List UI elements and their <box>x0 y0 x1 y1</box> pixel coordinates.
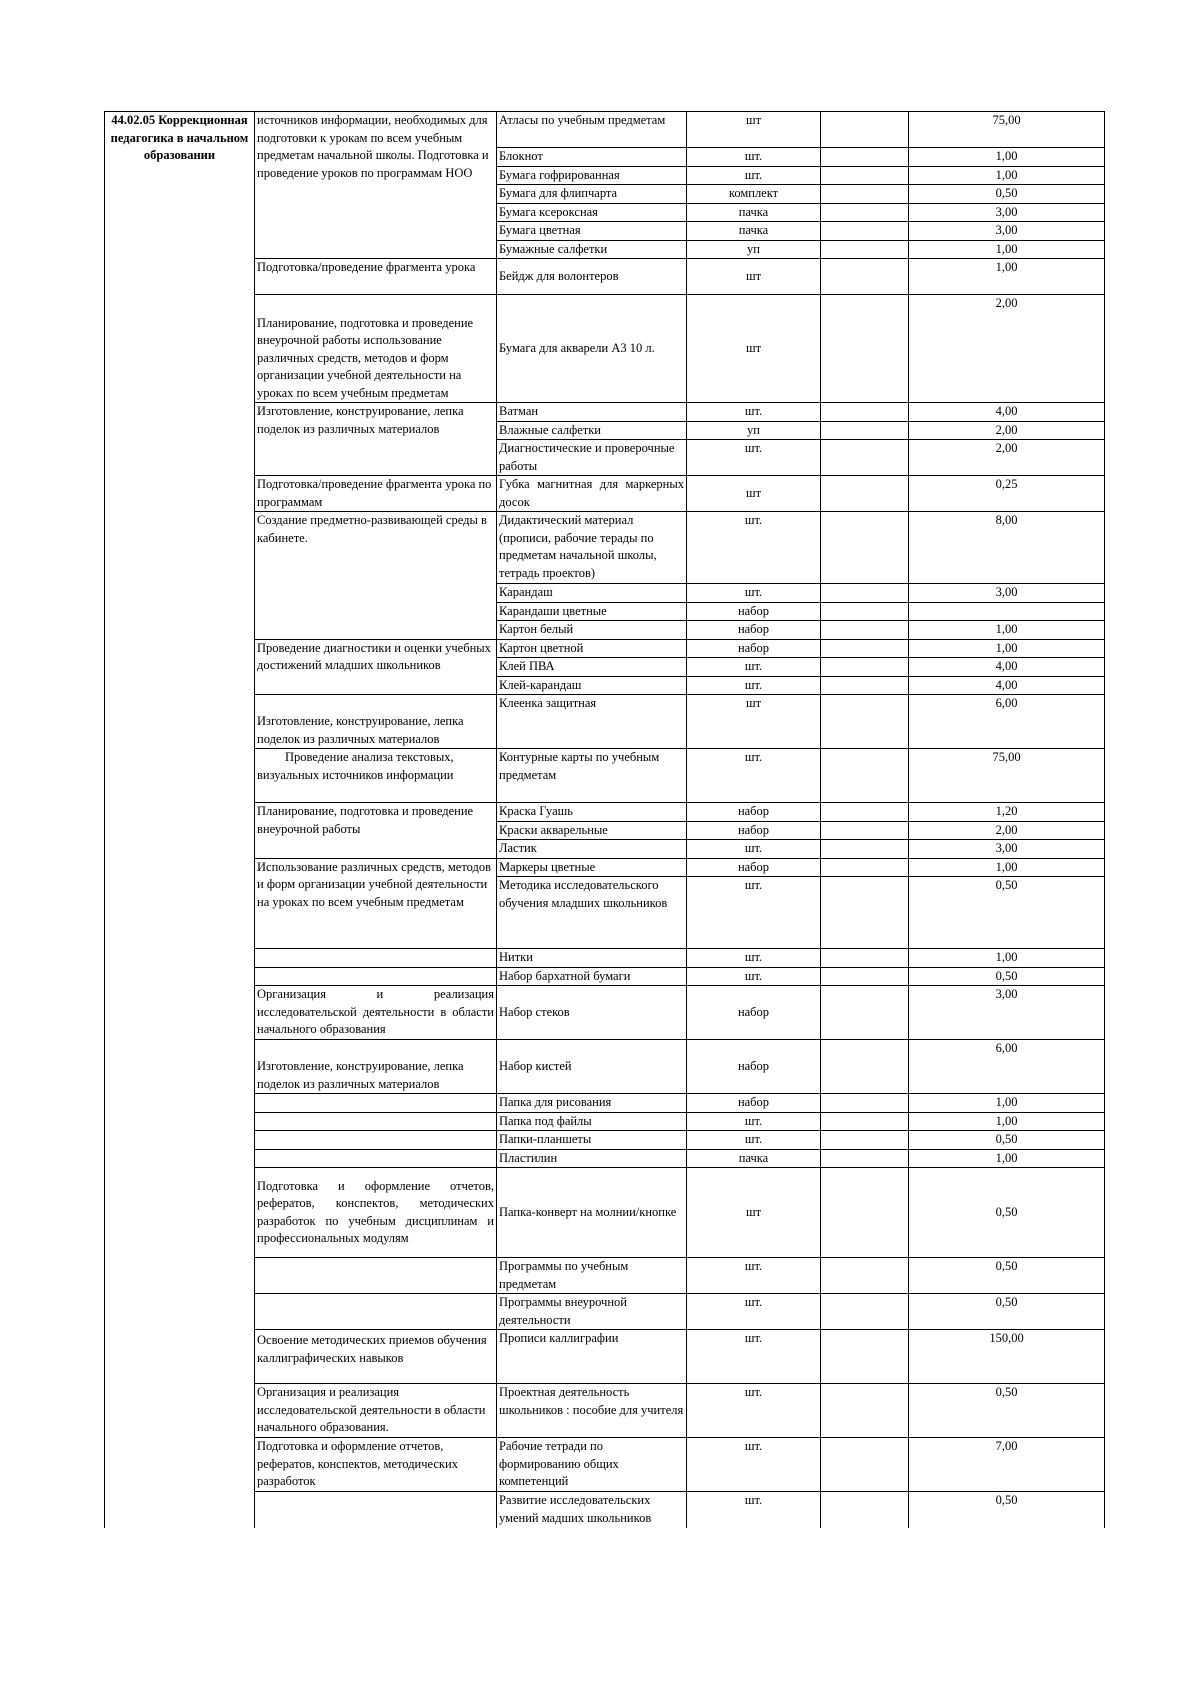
equipment-table <box>104 111 1105 1528</box>
empty-cell <box>821 584 909 603</box>
activity-cell: Изготовление, конструирование, лепка поделок из различных материалов <box>255 403 497 476</box>
empty-cell <box>821 240 909 259</box>
unit-cell: шт. <box>687 1384 821 1438</box>
quantity-cell: 0,50 <box>909 1168 1105 1258</box>
item-cell: Краска Гуашь <box>497 803 687 822</box>
unit-cell: шт. <box>687 1112 821 1131</box>
quantity-cell: 1,00 <box>909 259 1105 295</box>
empty-cell <box>821 1040 909 1094</box>
table-row <box>105 1438 1105 1492</box>
unit-cell: набор <box>687 602 821 621</box>
item-cell: Краски акварельные <box>497 821 687 840</box>
quantity-cell: 3,00 <box>909 840 1105 859</box>
item-cell: Программы по учебным предметам <box>497 1258 687 1294</box>
quantity-cell: 2,00 <box>909 295 1105 403</box>
item-cell: Бумага ксероксная <box>497 203 687 222</box>
unit-cell: шт <box>687 476 821 512</box>
empty-cell <box>821 858 909 877</box>
unit-cell: набор <box>687 621 821 640</box>
empty-cell <box>821 1149 909 1168</box>
table-row <box>105 1040 1105 1094</box>
activity-cell: Подготовка и оформление отчетов, рефератов, конспектов, методических разработок по учебным дисциплинам и профессиональных модулям <box>255 1168 497 1258</box>
unit-cell: пачка <box>687 1149 821 1168</box>
quantity-cell: 4,00 <box>909 658 1105 677</box>
unit-cell: шт <box>687 259 821 295</box>
quantity-cell: 0,50 <box>909 1294 1105 1330</box>
quantity-cell: 0,25 <box>909 476 1105 512</box>
empty-cell <box>821 185 909 204</box>
item-cell: Клей-карандаш <box>497 676 687 695</box>
activity-cell: Освоение методических приемов обучения каллиграфических навыков <box>255 1330 497 1384</box>
quantity-cell: 75,00 <box>909 112 1105 148</box>
item-cell: Ластик <box>497 840 687 859</box>
empty-cell <box>821 967 909 986</box>
empty-cell <box>821 877 909 949</box>
quantity-cell: 6,00 <box>909 1040 1105 1094</box>
table-row <box>105 986 1105 1040</box>
table-body <box>105 112 1105 1528</box>
quantity-cell: 4,00 <box>909 676 1105 695</box>
quantity-cell: 3,00 <box>909 222 1105 241</box>
quantity-cell: 0,50 <box>909 185 1105 204</box>
activity-cell: Планирование, подготовка и проведение внеурочной работы использование различных средств, методов и форм организации учебной деятельности на уроках по всем учебным предметам <box>255 295 497 403</box>
empty-cell <box>821 222 909 241</box>
quantity-cell: 2,00 <box>909 421 1105 440</box>
quantity-cell: 0,50 <box>909 1384 1105 1438</box>
table-row <box>105 1131 1105 1150</box>
item-cell: Дидактический материал (прописи, рабочие терады по предметам начальной школы, тетрадь проектов) <box>497 512 687 584</box>
empty-cell <box>821 259 909 295</box>
unit-cell: шт. <box>687 749 821 803</box>
item-cell: Папка под файлы <box>497 1112 687 1131</box>
quantity-cell: 1,00 <box>909 1094 1105 1113</box>
unit-cell: пачка <box>687 203 821 222</box>
activity-cell <box>255 1492 497 1528</box>
table-row <box>105 695 1105 749</box>
unit-cell: шт. <box>687 1258 821 1294</box>
empty-cell <box>821 1168 909 1258</box>
item-cell: Атласы по учебным предметам <box>497 112 687 148</box>
item-cell: Папка-конверт на молнии/кнопке <box>497 1168 687 1258</box>
table-row <box>105 1330 1105 1384</box>
empty-cell <box>821 803 909 822</box>
unit-cell: уп <box>687 421 821 440</box>
activity-cell: Создание предметно-развивающей среды в кабинете. <box>255 512 497 640</box>
table-row <box>105 639 1105 658</box>
specialty-cell: 44.02.05 Коррекционная педагогика в начальном образовании <box>105 112 255 1528</box>
item-cell: Бумага гофрированная <box>497 166 687 185</box>
empty-cell <box>821 166 909 185</box>
activity-cell: источников информации, необходимых для подготовки к урокам по всем учебным предметам начальной школы. Подготовка и проведение уроков по программам НОО <box>255 112 497 259</box>
activity-cell: Организация и реализация исследовательской деятельности в области начального образования. <box>255 1384 497 1438</box>
unit-cell: шт. <box>687 440 821 476</box>
item-cell: Рабочие тетради по формированию общих компетенций <box>497 1438 687 1492</box>
activity-cell: Использование различных средств, методов и форм организации учебной деятельности на уроках по всем учебным предметам <box>255 858 497 949</box>
quantity-cell: 1,00 <box>909 621 1105 640</box>
quantity-cell: 0,50 <box>909 877 1105 949</box>
empty-cell <box>821 658 909 677</box>
table-row <box>105 1094 1105 1113</box>
activity-cell <box>255 949 497 968</box>
empty-cell <box>821 295 909 403</box>
quantity-cell: 1,00 <box>909 639 1105 658</box>
item-cell: Губка магнитная для маркерных досок <box>497 476 687 512</box>
item-cell: Картон белый <box>497 621 687 640</box>
item-cell: Ватман <box>497 403 687 422</box>
activity-cell <box>255 1112 497 1131</box>
item-cell: Бейдж для волонтеров <box>497 259 687 295</box>
empty-cell <box>821 639 909 658</box>
table-row <box>105 476 1105 512</box>
empty-cell <box>821 1094 909 1113</box>
item-cell: Пластилин <box>497 1149 687 1168</box>
item-cell: Набор бархатной бумаги <box>497 967 687 986</box>
table-row <box>105 403 1105 422</box>
table-row <box>105 803 1105 822</box>
item-cell: Влажные салфетки <box>497 421 687 440</box>
unit-cell: шт <box>687 695 821 749</box>
quantity-cell: 7,00 <box>909 1438 1105 1492</box>
unit-cell: набор <box>687 1040 821 1094</box>
unit-cell: шт. <box>687 658 821 677</box>
activity-cell <box>255 1094 497 1113</box>
activity-cell: Проведение диагностики и оценки учебных достижений младших школьников <box>255 639 497 695</box>
unit-cell: шт <box>687 112 821 148</box>
empty-cell <box>821 1330 909 1384</box>
empty-cell <box>821 148 909 167</box>
empty-cell <box>821 676 909 695</box>
unit-cell: шт. <box>687 1294 821 1330</box>
empty-cell <box>821 949 909 968</box>
empty-cell <box>821 1131 909 1150</box>
unit-cell: шт. <box>687 1330 821 1384</box>
unit-cell: шт. <box>687 1438 821 1492</box>
item-cell: Маркеры цветные <box>497 858 687 877</box>
activity-cell <box>255 967 497 986</box>
item-cell: Набор кистей <box>497 1040 687 1094</box>
empty-cell <box>821 986 909 1040</box>
unit-cell: шт. <box>687 403 821 422</box>
unit-cell: шт. <box>687 584 821 603</box>
item-cell: Развитие исследовательских умений мадших школьников <box>497 1492 687 1528</box>
empty-cell <box>821 621 909 640</box>
activity-cell: Проведение анализа текстовых, визуальных источников информации <box>255 749 497 803</box>
unit-cell: шт <box>687 1168 821 1258</box>
table-row <box>105 259 1105 295</box>
item-cell: Бумага для акварели А3 10 л. <box>497 295 687 403</box>
quantity-cell <box>909 602 1105 621</box>
quantity-cell: 0,50 <box>909 1131 1105 1150</box>
quantity-cell: 6,00 <box>909 695 1105 749</box>
item-cell: Набор стеков <box>497 986 687 1040</box>
quantity-cell: 0,50 <box>909 1258 1105 1294</box>
quantity-cell: 3,00 <box>909 986 1105 1040</box>
table-row <box>105 1112 1105 1131</box>
empty-cell <box>821 203 909 222</box>
unit-cell: шт <box>687 295 821 403</box>
table-row <box>105 112 1105 148</box>
quantity-cell: 1,00 <box>909 949 1105 968</box>
activity-cell <box>255 1294 497 1330</box>
empty-cell <box>821 1258 909 1294</box>
unit-cell: шт. <box>687 949 821 968</box>
item-cell: Папка для рисования <box>497 1094 687 1113</box>
quantity-cell: 1,20 <box>909 803 1105 822</box>
unit-cell: шт. <box>687 166 821 185</box>
item-cell: Диагностические и проверочные работы <box>497 440 687 476</box>
item-cell: Программы внеурочной деятельности <box>497 1294 687 1330</box>
activity-cell: Подготовка и оформление отчетов, рефератов, конспектов, методических разработок <box>255 1438 497 1492</box>
table-row <box>105 858 1105 877</box>
table-row <box>105 749 1105 803</box>
activity-cell <box>255 1258 497 1294</box>
activity-cell: Изготовление, конструирование, лепка поделок из различных материалов <box>255 695 497 749</box>
table-row <box>105 1168 1105 1258</box>
unit-cell: шт. <box>687 877 821 949</box>
unit-cell: набор <box>687 821 821 840</box>
item-cell: Проектная деятельность школьников : пособие для учителя <box>497 1384 687 1438</box>
empty-cell <box>821 602 909 621</box>
table-row <box>105 967 1105 986</box>
unit-cell: набор <box>687 986 821 1040</box>
item-cell: Контурные карты по учебным предметам <box>497 749 687 803</box>
activity-cell: Организация и реализация исследовательской деятельности в области начального образования <box>255 986 497 1040</box>
activity-cell: Подготовка/проведение фрагмента урока по программам <box>255 476 497 512</box>
empty-cell <box>821 821 909 840</box>
unit-cell: набор <box>687 803 821 822</box>
item-cell: Карандаши цветные <box>497 602 687 621</box>
item-cell: Клеенка защитная <box>497 695 687 749</box>
item-cell: Бумага цветная <box>497 222 687 241</box>
quantity-cell: 2,00 <box>909 440 1105 476</box>
empty-cell <box>821 512 909 584</box>
empty-cell <box>821 695 909 749</box>
unit-cell: пачка <box>687 222 821 241</box>
table-row <box>105 295 1105 403</box>
item-cell: Бумажные салфетки <box>497 240 687 259</box>
unit-cell: шт. <box>687 148 821 167</box>
empty-cell <box>821 403 909 422</box>
unit-cell: шт. <box>687 1492 821 1528</box>
empty-cell <box>821 440 909 476</box>
quantity-cell: 4,00 <box>909 403 1105 422</box>
unit-cell: шт. <box>687 676 821 695</box>
quantity-cell: 1,00 <box>909 166 1105 185</box>
activity-cell <box>255 1131 497 1150</box>
item-cell: Бумага для флипчарта <box>497 185 687 204</box>
quantity-cell: 1,00 <box>909 240 1105 259</box>
activity-cell: Изготовление, конструирование, лепка поделок из различных материалов <box>255 1040 497 1094</box>
empty-cell <box>821 1384 909 1438</box>
item-cell: Картон цветной <box>497 639 687 658</box>
quantity-cell: 1,00 <box>909 1149 1105 1168</box>
item-cell: Блокнот <box>497 148 687 167</box>
empty-cell <box>821 840 909 859</box>
table-row <box>105 949 1105 968</box>
table-row <box>105 1384 1105 1438</box>
empty-cell <box>821 476 909 512</box>
unit-cell: шт. <box>687 967 821 986</box>
activity-cell: Подготовка/проведение фрагмента урока <box>255 259 497 295</box>
table-row <box>105 1294 1105 1330</box>
unit-cell: набор <box>687 858 821 877</box>
empty-cell <box>821 1492 909 1528</box>
table-row <box>105 1258 1105 1294</box>
unit-cell: шт. <box>687 840 821 859</box>
empty-cell <box>821 1294 909 1330</box>
quantity-cell: 8,00 <box>909 512 1105 584</box>
item-cell: Методика исследовательского обучения младших школьников <box>497 877 687 949</box>
item-cell: Клей ПВА <box>497 658 687 677</box>
quantity-cell: 0,50 <box>909 1492 1105 1528</box>
quantity-cell: 0,50 <box>909 967 1105 986</box>
item-cell: Прописи каллиграфии <box>497 1330 687 1384</box>
item-cell: Нитки <box>497 949 687 968</box>
unit-cell: комплект <box>687 185 821 204</box>
quantity-cell: 3,00 <box>909 584 1105 603</box>
unit-cell: уп <box>687 240 821 259</box>
item-cell: Карандаш <box>497 584 687 603</box>
quantity-cell: 3,00 <box>909 203 1105 222</box>
quantity-cell: 75,00 <box>909 749 1105 803</box>
empty-cell <box>821 421 909 440</box>
quantity-cell: 1,00 <box>909 1112 1105 1131</box>
unit-cell: набор <box>687 1094 821 1113</box>
quantity-cell: 1,00 <box>909 148 1105 167</box>
quantity-cell: 150,00 <box>909 1330 1105 1384</box>
unit-cell: набор <box>687 639 821 658</box>
quantity-cell: 2,00 <box>909 821 1105 840</box>
unit-cell: шт. <box>687 1131 821 1150</box>
table-row <box>105 1492 1105 1528</box>
table-row <box>105 512 1105 584</box>
activity-cell <box>255 1149 497 1168</box>
empty-cell <box>821 1112 909 1131</box>
activity-cell: Планирование, подготовка и проведение внеурочной работы <box>255 803 497 859</box>
quantity-cell: 1,00 <box>909 858 1105 877</box>
item-cell: Папки-планшеты <box>497 1131 687 1150</box>
unit-cell: шт. <box>687 512 821 584</box>
empty-cell <box>821 112 909 148</box>
empty-cell <box>821 749 909 803</box>
empty-cell <box>821 1438 909 1492</box>
table-row <box>105 1149 1105 1168</box>
